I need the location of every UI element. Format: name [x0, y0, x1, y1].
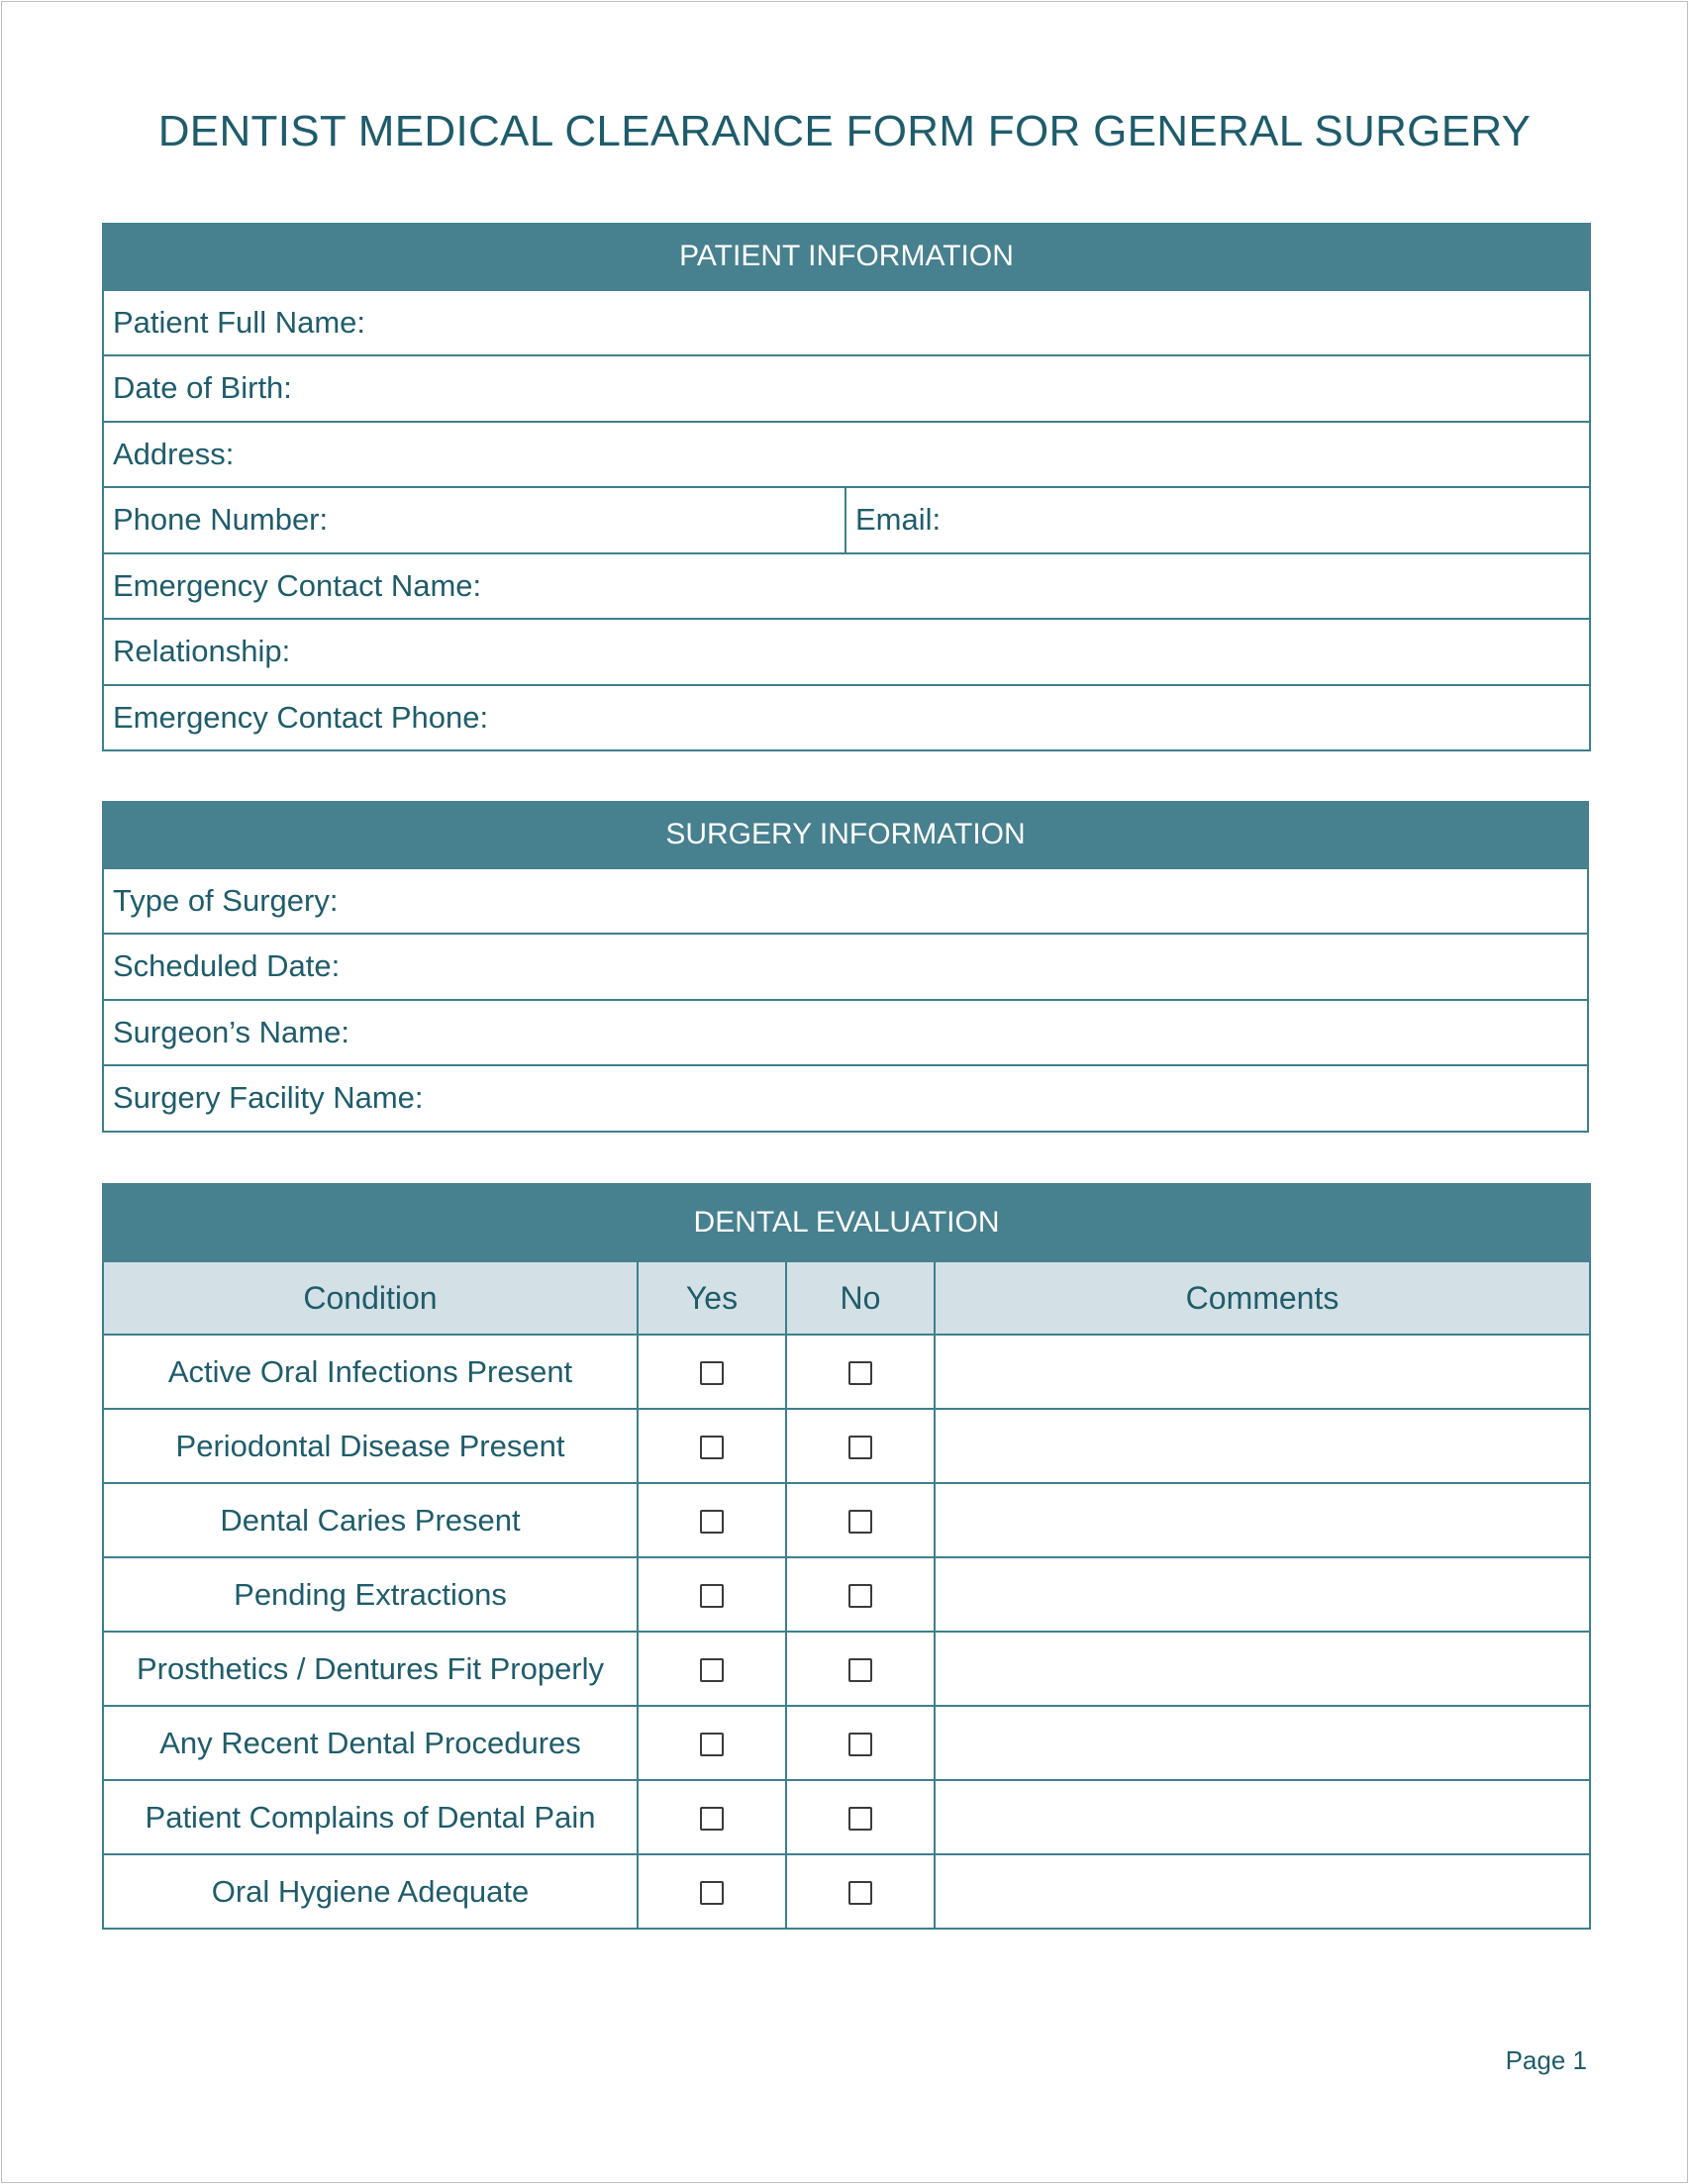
yes-checkbox[interactable] [700, 1733, 724, 1756]
patient-full-name-field[interactable] [103, 290, 1590, 356]
patient-information-table [102, 223, 1591, 751]
yes-checkbox[interactable] [700, 1436, 724, 1459]
comments-cell[interactable] [935, 1483, 1590, 1557]
table-row [103, 1557, 1590, 1632]
patient-information-heading: PATIENT INFORMATION [103, 224, 1590, 290]
condition-label: Pending Extractions [103, 1557, 638, 1632]
patient-full-name-label: Patient Full Name: [113, 304, 365, 340]
relationship-label: Relationship: [113, 634, 291, 669]
yes-column-header: Yes [638, 1261, 786, 1335]
surgery-information-heading: SURGERY INFORMATION [103, 802, 1588, 868]
surgery-facility-name-field[interactable] [103, 1065, 1588, 1132]
address-field[interactable] [103, 422, 1590, 488]
surgery-information-table [102, 801, 1589, 1133]
condition-label: Oral Hygiene Adequate [103, 1854, 638, 1929]
surgeon-name-label: Surgeon’s Name: [113, 1014, 349, 1049]
comments-cell[interactable] [935, 1706, 1590, 1780]
table-row [103, 1483, 1590, 1557]
comments-column-header: Comments [935, 1261, 1590, 1335]
condition-label: Active Oral Infections Present [103, 1335, 638, 1409]
dental-evaluation-table [102, 1183, 1591, 1930]
comments-cell[interactable] [935, 1632, 1590, 1706]
no-checkbox[interactable] [848, 1658, 872, 1682]
scheduled-date-field[interactable] [103, 934, 1588, 1000]
table-row [103, 1335, 1590, 1409]
condition-label: Any Recent Dental Procedures [103, 1706, 638, 1780]
yes-checkbox[interactable] [700, 1584, 724, 1608]
condition-label: Patient Complains of Dental Pain [103, 1780, 638, 1854]
condition-label: Dental Caries Present [103, 1483, 638, 1557]
emergency-contact-phone-label: Emergency Contact Phone: [113, 699, 489, 735]
address-label: Address: [113, 436, 235, 471]
condition-label: Periodontal Disease Present [103, 1409, 638, 1483]
yes-checkbox[interactable] [700, 1807, 724, 1831]
date-of-birth-label: Date of Birth: [113, 370, 292, 406]
no-checkbox[interactable] [848, 1807, 872, 1831]
comments-cell[interactable] [935, 1780, 1590, 1854]
date-of-birth-field[interactable] [103, 355, 1590, 422]
emergency-contact-phone-field[interactable] [103, 685, 1590, 751]
no-column-header: No [786, 1261, 935, 1335]
no-checkbox[interactable] [848, 1361, 872, 1385]
condition-label: Prosthetics / Dentures Fit Properly [103, 1632, 638, 1706]
comments-cell[interactable] [935, 1409, 1590, 1483]
table-row [103, 1854, 1590, 1929]
table-row [103, 1632, 1590, 1706]
yes-checkbox[interactable] [700, 1881, 724, 1905]
no-checkbox[interactable] [848, 1881, 872, 1905]
page-number: Page 1 [1505, 2045, 1587, 2075]
relationship-field[interactable] [103, 619, 1590, 685]
comments-cell[interactable] [935, 1335, 1590, 1409]
yes-checkbox[interactable] [700, 1658, 724, 1682]
table-row [103, 1780, 1590, 1854]
condition-column-header: Condition [103, 1261, 638, 1335]
type-of-surgery-field[interactable] [103, 868, 1588, 935]
no-checkbox[interactable] [848, 1584, 872, 1608]
type-of-surgery-label: Type of Surgery: [113, 882, 339, 918]
scheduled-date-label: Scheduled Date: [113, 948, 341, 984]
comments-cell[interactable] [935, 1854, 1590, 1929]
dental-evaluation-heading: DENTAL EVALUATION [103, 1184, 1590, 1261]
yes-checkbox[interactable] [700, 1361, 724, 1385]
table-row [103, 1409, 1590, 1483]
emergency-contact-name-label: Emergency Contact Name: [113, 567, 482, 603]
comments-cell[interactable] [935, 1557, 1590, 1632]
no-checkbox[interactable] [848, 1436, 872, 1459]
surgeon-name-field[interactable] [103, 1000, 1588, 1066]
phone-number-label: Phone Number: [113, 502, 329, 538]
page-title: DENTIST MEDICAL CLEARANCE FORM FOR GENERAL SURGERY [157, 107, 1532, 155]
surgery-facility-name-label: Surgery Facility Name: [113, 1080, 424, 1116]
email-label: Email: [855, 502, 942, 538]
no-checkbox[interactable] [848, 1510, 872, 1534]
emergency-contact-name-field[interactable] [103, 553, 1590, 620]
no-checkbox[interactable] [848, 1733, 872, 1756]
email-field[interactable] [845, 487, 1590, 553]
phone-number-field[interactable] [103, 487, 845, 553]
table-row [103, 1706, 1590, 1780]
yes-checkbox[interactable] [700, 1510, 724, 1534]
